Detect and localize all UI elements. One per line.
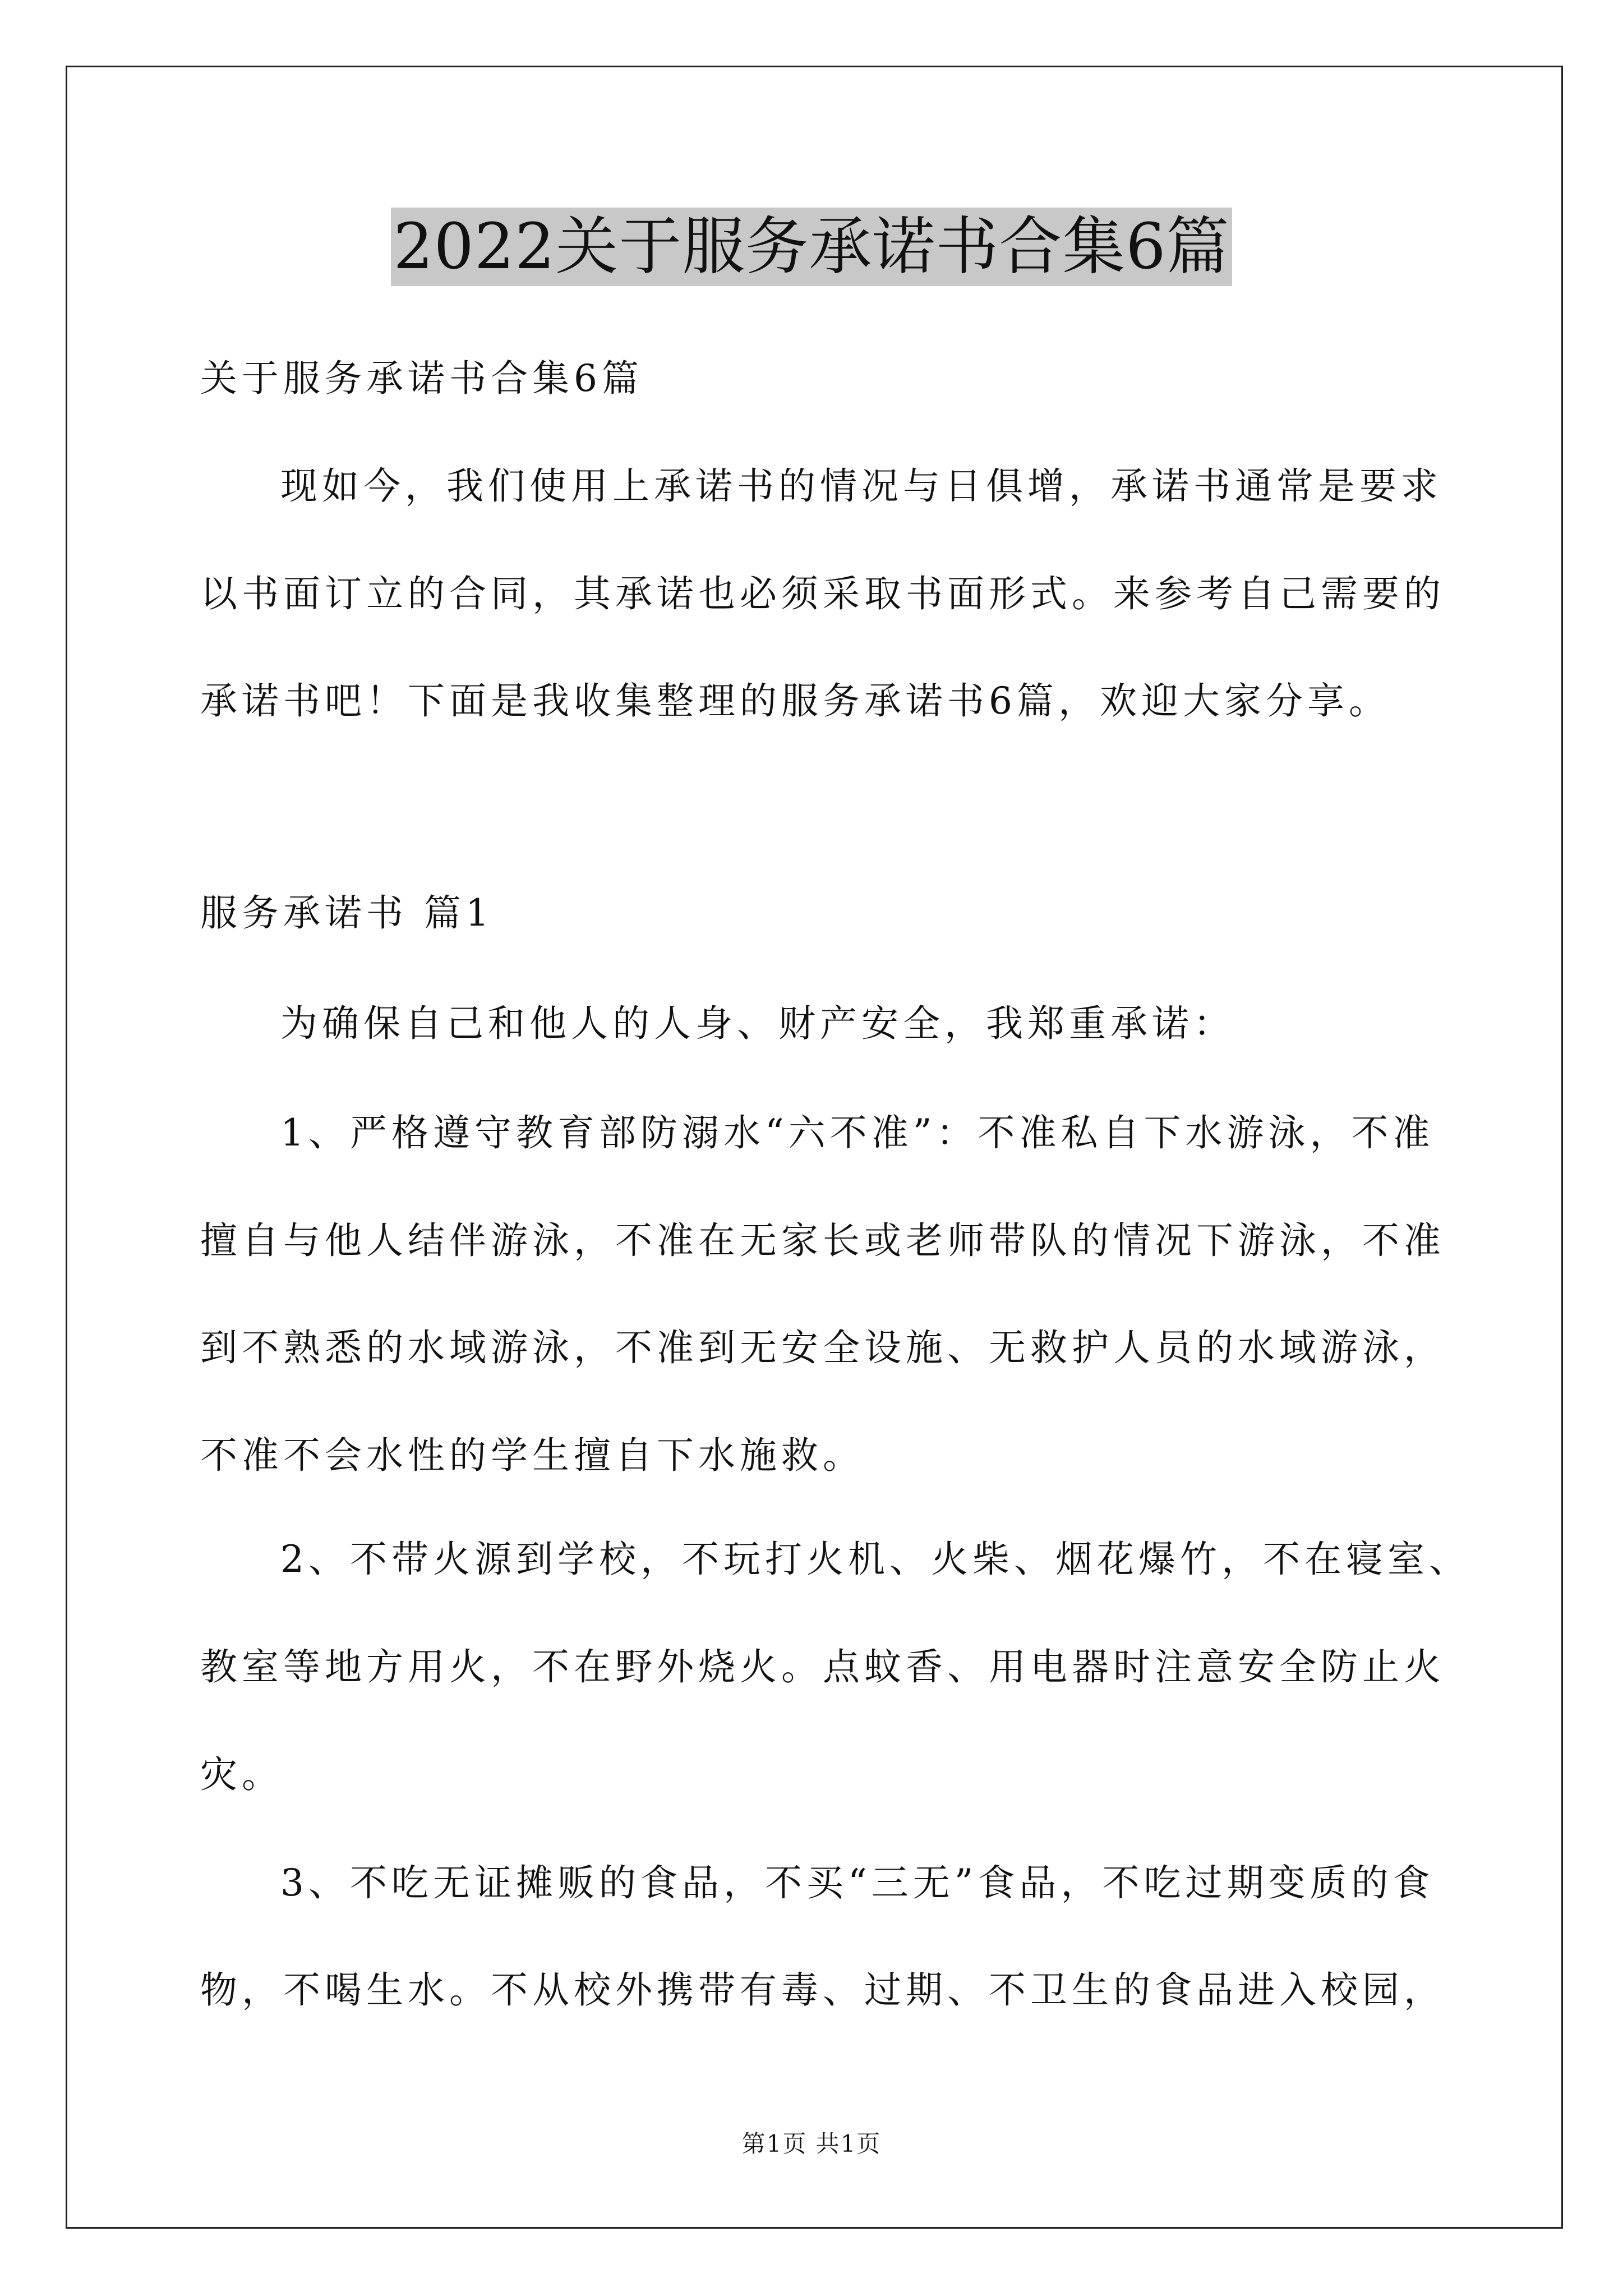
item1-line-2: 擅自与他人结伴游泳，不准在无家长或老师带队的情况下游泳，不准 xyxy=(200,1219,1445,1262)
title-container xyxy=(0,208,1623,286)
item3-line-2: 物，不喝生水。不从校外携带有毒、过期、不卫生的食品进入校园， xyxy=(200,1968,1445,2012)
intro-line-2: 以书面订立的合同，其承诺也必须采取书面形式。来参考自己需要的 xyxy=(200,572,1445,615)
item1-line-4: 不准不会水性的学生擅自下水施救。 xyxy=(200,1434,864,1477)
document-subtitle: 关于服务承诺书合集6篇 xyxy=(200,357,643,400)
item1-line-3: 到不熟悉的水域游泳，不准到无安全设施、无救护人员的水域游泳， xyxy=(200,1326,1445,1369)
item3-line-1: 3、不吃无证摊贩的食品，不买“三无”食品，不吃过期变质的食 xyxy=(280,1861,1435,1904)
lead-paragraph: 为确保自己和他人的人身、财产安全，我郑重承诺： xyxy=(280,1002,1235,1045)
section-heading: 服务承诺书 篇1 xyxy=(200,891,494,935)
item2-line-1: 2、不带火源到学校，不玩打火机、火柴、烟花爆竹，不在寝室、 xyxy=(280,1538,1470,1581)
item1-line-1: 1、严格遵守教育部防溺水“六不准”：不准私自下水游泳，不准 xyxy=(280,1111,1435,1154)
intro-line-3: 承诺书吧！下面是我收集整理的服务承诺书6篇，欢迎大家分享。 xyxy=(200,679,1390,723)
item2-line-2: 教室等地方用火，不在野外烧火。点蚊香、用电器时注意安全防止火 xyxy=(200,1645,1445,1688)
page-footer: 第1页 共1页 xyxy=(741,2130,882,2157)
item2-line-3: 灾。 xyxy=(200,1753,283,1796)
document-title: 2022关于服务承诺书合集6篇 xyxy=(391,208,1232,286)
intro-line-1: 现如今，我们使用上承诺书的情况与日俱增，承诺书通常是要求 xyxy=(280,464,1442,508)
